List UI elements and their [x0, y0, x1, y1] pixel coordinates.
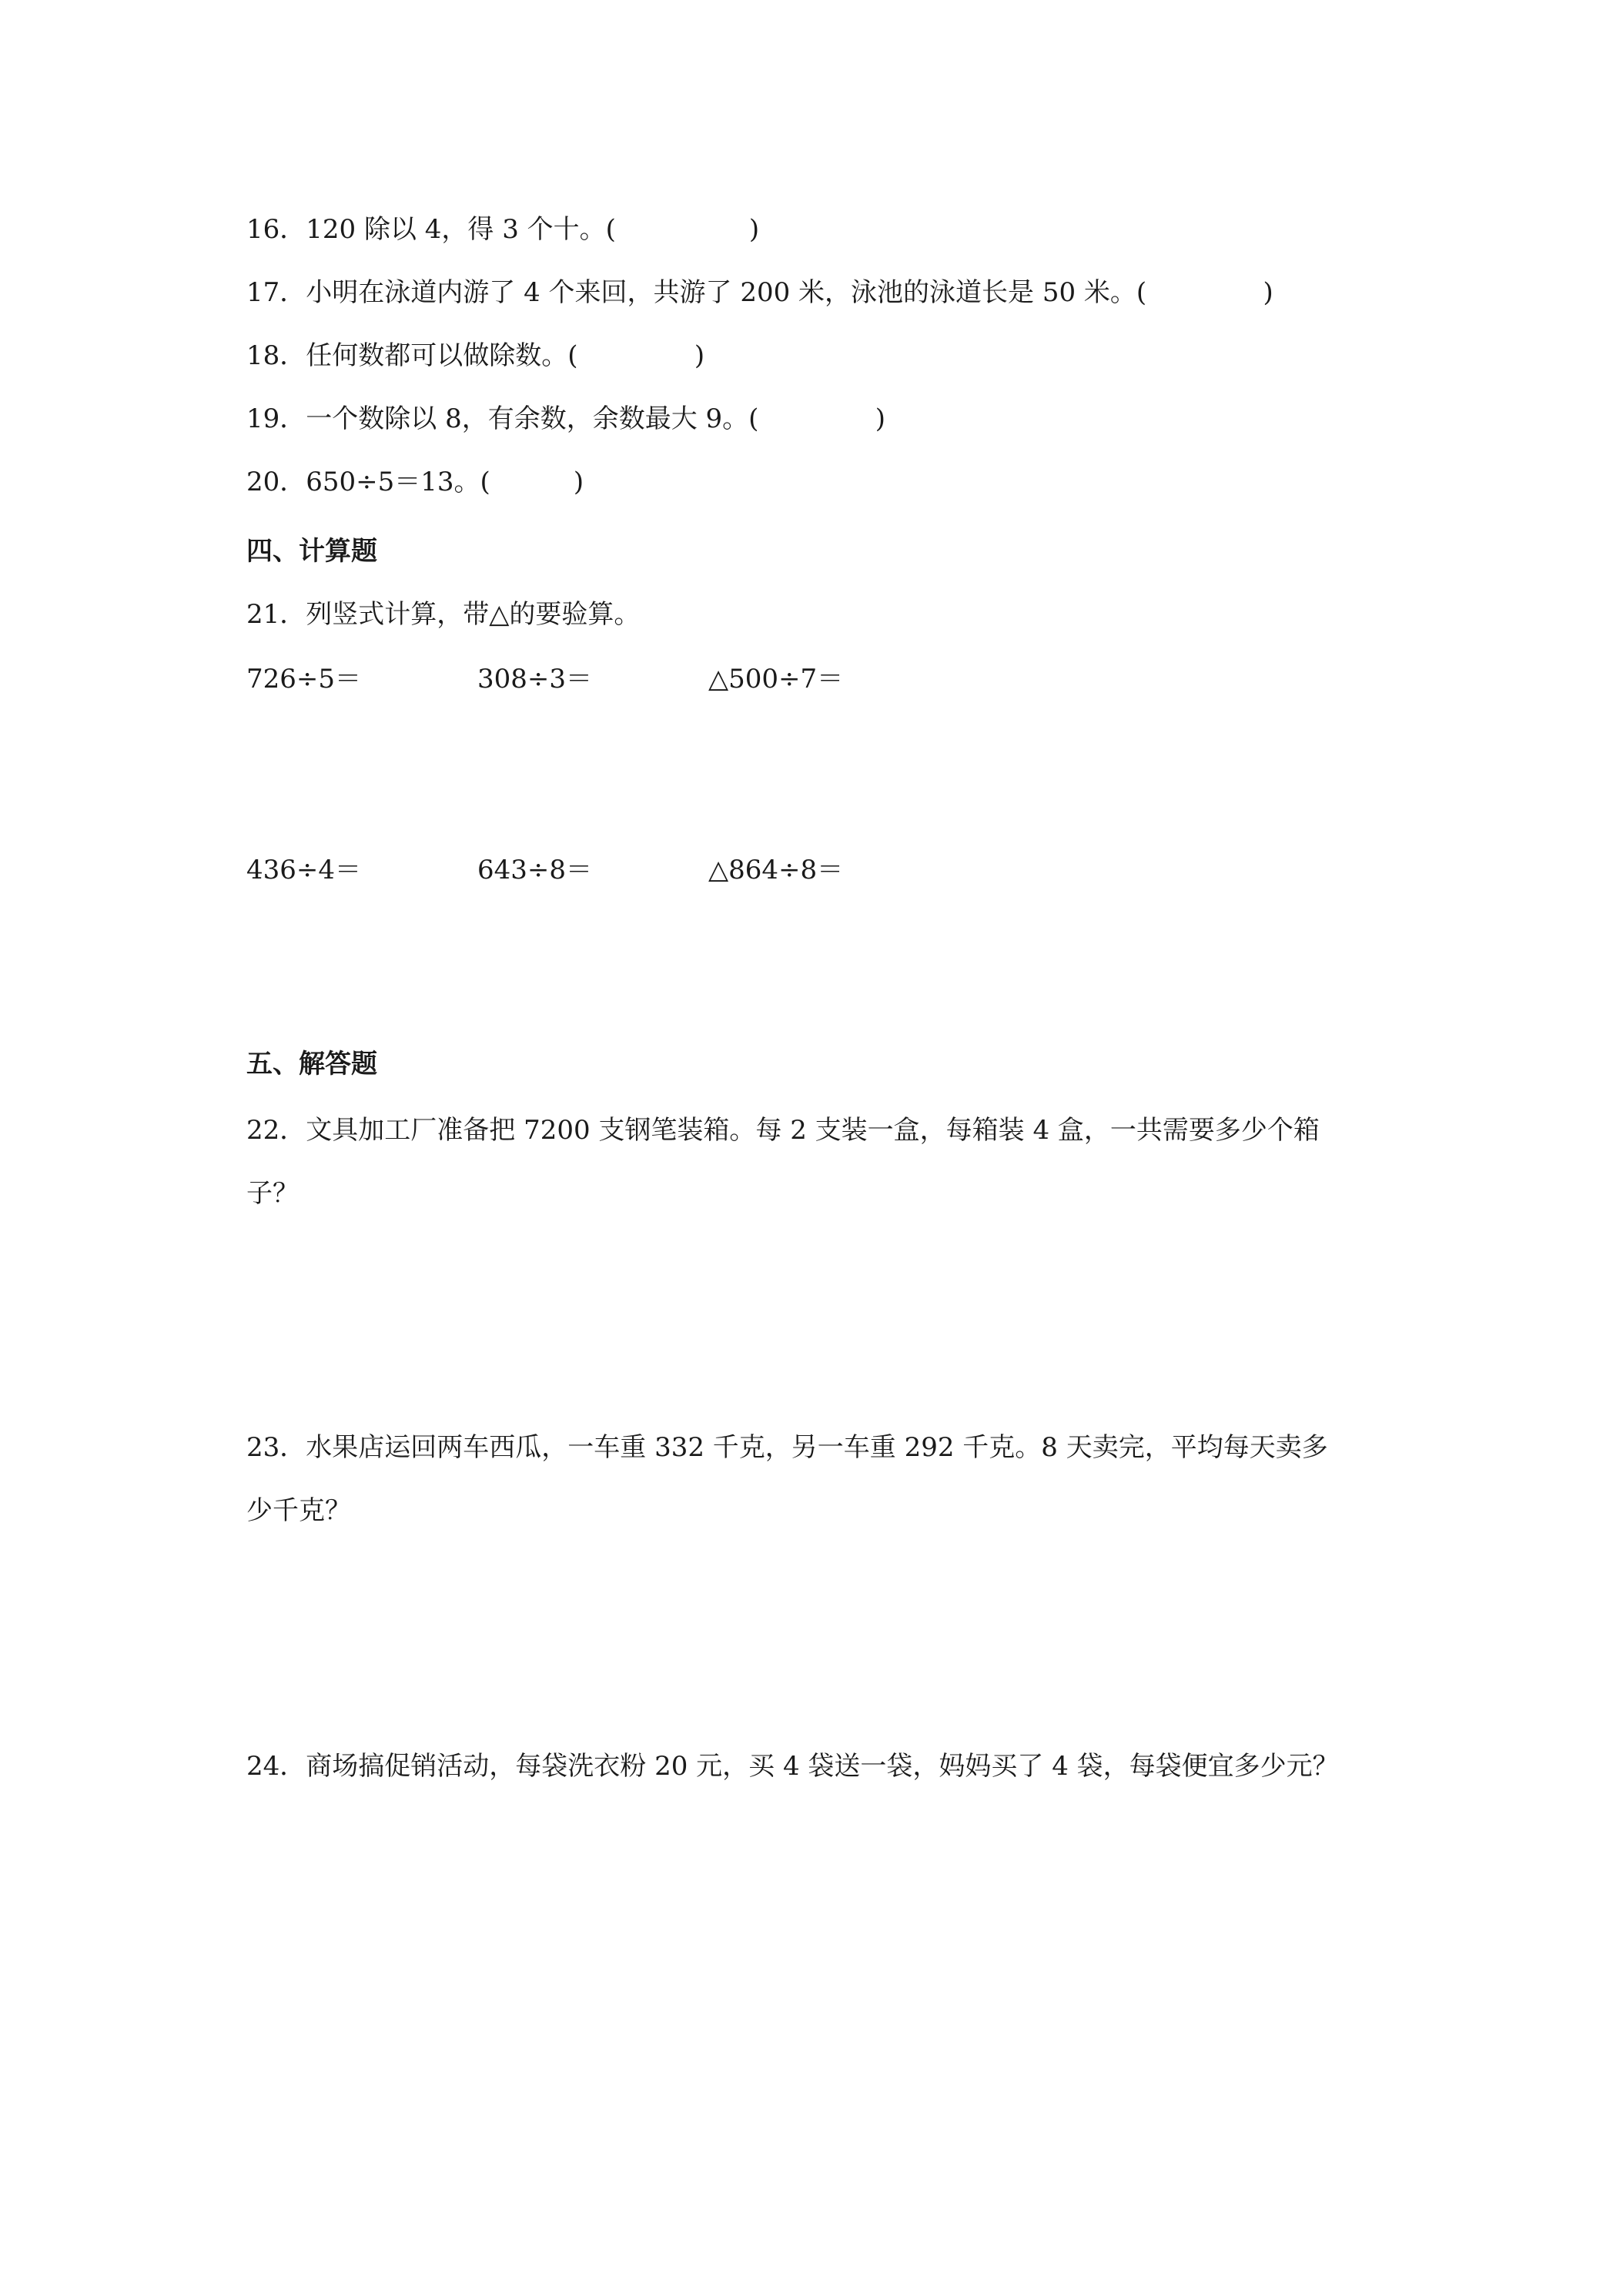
question-18: 18．任何数都可以做除数。( ): [246, 340, 705, 371]
calc-864-8: △864÷8＝: [708, 855, 844, 885]
question-21: 21．列竖式计算，带△的要验算。: [246, 599, 641, 630]
question-22-line-2: 子？: [246, 1178, 299, 1209]
calc-500-7: △500÷7＝: [708, 664, 844, 694]
calc-726-5: 726÷5＝: [246, 664, 362, 694]
question-19: 19．一个数除以 8，有余数，余数最大 9。( ): [246, 403, 885, 434]
section-4-heading: 四、计算题: [246, 536, 377, 567]
section-5-heading: 五、解答题: [246, 1049, 377, 1079]
question-23-line-1: 23．水果店运回两车西瓜，一车重 332 千克，另一车重 292 千克。8 天卖完，平均每天卖多: [246, 1432, 1328, 1463]
calc-436-4: 436÷4＝: [246, 855, 362, 885]
calc-643-8: 643÷8＝: [477, 855, 593, 885]
question-20: 20．650÷5＝13。( ): [246, 467, 584, 497]
question-24: 24．商场搞促销活动，每袋洗衣粉 20 元，买 4 袋送一袋，妈妈买了 4 袋，每袋便宜多少元？: [246, 1751, 1339, 1782]
question-16: 16．120 除以 4，得 3 个十。( ): [246, 214, 760, 245]
calc-308-3: 308÷3＝: [477, 664, 593, 694]
question-17: 17．小明在泳道内游了 4 个来回，共游了 200 米，泳池的泳道长是 50 米。( ): [246, 277, 1273, 308]
question-22-line-1: 22．文具加工厂准备把 7200 支钢笔装箱。每 2 支装一盒，每箱装 4 盒，一共需要多少个箱: [246, 1115, 1320, 1146]
question-23-line-2: 少千克？: [246, 1495, 351, 1526]
